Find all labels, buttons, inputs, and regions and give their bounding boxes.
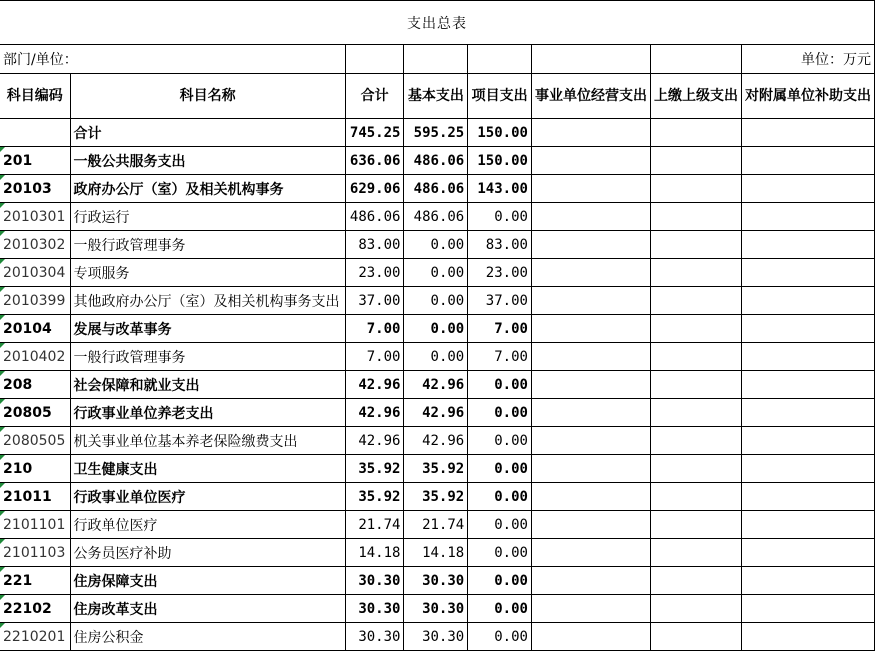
cell-subsidy[interactable] <box>741 623 874 651</box>
cell-total[interactable]: 42.96 <box>345 427 404 455</box>
cell-subsidy[interactable] <box>741 231 874 259</box>
cell-total[interactable]: 42.96 <box>345 371 404 399</box>
cell-total[interactable]: 42.96 <box>345 399 404 427</box>
cell-code[interactable]: 2101101 <box>0 511 70 539</box>
cell-name[interactable]: 专项服务 <box>70 259 345 287</box>
cell-basic[interactable]: 0.00 <box>404 315 468 343</box>
table-row <box>0 203 875 231</box>
cell-code[interactable]: 20104 <box>0 315 70 343</box>
cell-code[interactable]: 2210201 <box>0 623 70 651</box>
cell-remit[interactable] <box>650 343 741 371</box>
cell-basic[interactable]: 42.96 <box>404 371 468 399</box>
cell-name[interactable]: 行政事业单位养老支出 <box>70 399 345 427</box>
cell-project[interactable]: 0.00 <box>468 511 532 539</box>
cell-subsidy[interactable] <box>741 483 874 511</box>
cell-basic[interactable]: 14.18 <box>404 539 468 567</box>
cell-code[interactable]: 22102 <box>0 595 70 623</box>
cell-project[interactable]: 143.00 <box>468 175 532 203</box>
cell-name[interactable]: 卫生健康支出 <box>70 455 345 483</box>
cell-code[interactable]: 2080505 <box>0 427 70 455</box>
cell-remit[interactable] <box>650 203 741 231</box>
cell-total[interactable]: 35.92 <box>345 483 404 511</box>
cell-total[interactable]: 629.06 <box>345 175 404 203</box>
cell-name[interactable]: 发展与改革事务 <box>70 315 345 343</box>
table-row <box>0 455 875 483</box>
cell-name[interactable]: 政府办公厅（室）及相关机构事务 <box>70 175 345 203</box>
cell-business[interactable] <box>531 175 650 203</box>
cell-total[interactable]: 30.30 <box>345 567 404 595</box>
cell-project[interactable]: 0.00 <box>468 539 532 567</box>
cell-remit[interactable] <box>650 175 741 203</box>
table-row <box>0 315 875 343</box>
cell-name[interactable]: 一般公共服务支出 <box>70 147 345 175</box>
cell-remit[interactable] <box>650 539 741 567</box>
cell-remit[interactable] <box>650 231 741 259</box>
meta-empty-cell[interactable] <box>345 45 404 74</box>
cell-code[interactable]: 2010402 <box>0 343 70 371</box>
table-row <box>0 371 875 399</box>
header-subsidy[interactable]: 对附属单位补助支出 <box>741 74 874 119</box>
cell-name[interactable]: 机关事业单位基本养老保险缴费支出 <box>70 427 345 455</box>
cell-code[interactable]: 20805 <box>0 399 70 427</box>
cell-project[interactable]: 37.00 <box>468 287 532 315</box>
cell-business[interactable] <box>531 147 650 175</box>
cell-subsidy[interactable] <box>741 567 874 595</box>
cell-subsidy[interactable] <box>741 343 874 371</box>
cell-business[interactable] <box>531 455 650 483</box>
cell-project[interactable]: 0.00 <box>468 427 532 455</box>
cell-code[interactable]: 2010302 <box>0 231 70 259</box>
table-row <box>0 483 875 511</box>
cell-basic[interactable]: 35.92 <box>404 483 468 511</box>
cell-business[interactable] <box>531 483 650 511</box>
cell-project[interactable]: 0.00 <box>468 399 532 427</box>
cell-total[interactable]: 7.00 <box>345 343 404 371</box>
cell-project[interactable]: 83.00 <box>468 231 532 259</box>
cell-code[interactable]: 2010301 <box>0 203 70 231</box>
cell-subsidy[interactable] <box>741 399 874 427</box>
cell-project[interactable]: 7.00 <box>468 315 532 343</box>
cell-business[interactable] <box>531 427 650 455</box>
cell-remit[interactable] <box>650 399 741 427</box>
cell-subsidy[interactable] <box>741 259 874 287</box>
cell-subsidy[interactable] <box>741 511 874 539</box>
cell-business[interactable] <box>531 399 650 427</box>
cell-remit[interactable] <box>650 287 741 315</box>
cell-basic[interactable]: 35.92 <box>404 455 468 483</box>
cell-basic[interactable]: 21.74 <box>404 511 468 539</box>
cell-name[interactable]: 公务员医疗补助 <box>70 539 345 567</box>
cell-business[interactable] <box>531 315 650 343</box>
cell-name[interactable]: 一般行政管理事务 <box>70 343 345 371</box>
cell-code[interactable]: 21011 <box>0 483 70 511</box>
cell-subsidy[interactable] <box>741 427 874 455</box>
cell-name[interactable]: 社会保障和就业支出 <box>70 371 345 399</box>
cell-project[interactable]: 0.00 <box>468 483 532 511</box>
cell-subsidy[interactable] <box>741 175 874 203</box>
cell-subsidy[interactable] <box>741 203 874 231</box>
table-row <box>0 595 875 623</box>
cell-remit[interactable] <box>650 483 741 511</box>
header-name[interactable]: 科目名称 <box>70 74 345 119</box>
cell-total[interactable]: 37.00 <box>345 287 404 315</box>
cell-remit[interactable] <box>650 455 741 483</box>
cell-basic[interactable]: 486.06 <box>404 175 468 203</box>
cell-project[interactable]: 0.00 <box>468 455 532 483</box>
cell-code[interactable]: 208 <box>0 371 70 399</box>
cell-subsidy[interactable] <box>741 315 874 343</box>
cell-project[interactable]: 0.00 <box>468 203 532 231</box>
cell-name[interactable]: 住房公积金 <box>70 623 345 651</box>
header-remit[interactable]: 上缴上级支出 <box>650 74 741 119</box>
cell-code[interactable]: 2101103 <box>0 539 70 567</box>
cell-project[interactable]: 23.00 <box>468 259 532 287</box>
cell-total[interactable]: 14.18 <box>345 539 404 567</box>
header-project[interactable]: 项目支出 <box>468 74 532 119</box>
cell-project[interactable]: 0.00 <box>468 567 532 595</box>
cell-code[interactable]: 221 <box>0 567 70 595</box>
cell-subsidy[interactable] <box>741 539 874 567</box>
cell-subsidy[interactable] <box>741 287 874 315</box>
cell-total[interactable]: 23.00 <box>345 259 404 287</box>
cell-remit[interactable] <box>650 427 741 455</box>
cell-basic[interactable]: 30.30 <box>404 595 468 623</box>
cell-code[interactable]: 2010304 <box>0 259 70 287</box>
cell-business[interactable] <box>531 203 650 231</box>
meta-empty-cell[interactable] <box>468 45 532 74</box>
cell-business[interactable] <box>531 119 650 147</box>
meta-empty-cell[interactable] <box>650 45 741 74</box>
table-row <box>0 287 875 315</box>
table-row <box>0 147 875 175</box>
cell-basic[interactable]: 595.25 <box>404 119 468 147</box>
cell-project[interactable]: 0.00 <box>468 623 532 651</box>
cell-subsidy[interactable] <box>741 371 874 399</box>
cell-remit[interactable] <box>650 623 741 651</box>
cell-remit[interactable] <box>650 315 741 343</box>
cell-basic[interactable]: 0.00 <box>404 231 468 259</box>
table-row <box>0 119 875 147</box>
table-row <box>0 427 875 455</box>
table-row <box>0 231 875 259</box>
cell-business[interactable] <box>531 231 650 259</box>
cell-name[interactable]: 合计 <box>70 119 345 147</box>
cell-project[interactable]: 150.00 <box>468 147 532 175</box>
cell-business[interactable] <box>531 623 650 651</box>
cell-remit[interactable] <box>650 371 741 399</box>
table-row <box>0 567 875 595</box>
cell-subsidy[interactable] <box>741 119 874 147</box>
cell-total[interactable]: 35.92 <box>345 455 404 483</box>
cell-remit[interactable] <box>650 147 741 175</box>
cell-name[interactable]: 行政单位医疗 <box>70 511 345 539</box>
table-row <box>0 511 875 539</box>
cell-business[interactable] <box>531 371 650 399</box>
cell-basic[interactable]: 30.30 <box>404 567 468 595</box>
cell-subsidy[interactable] <box>741 595 874 623</box>
cell-code[interactable]: 201 <box>0 147 70 175</box>
cell-subsidy[interactable] <box>741 455 874 483</box>
cell-code[interactable] <box>0 119 70 147</box>
cell-basic[interactable]: 0.00 <box>404 287 468 315</box>
cell-business[interactable] <box>531 259 650 287</box>
cell-code[interactable]: 2010399 <box>0 287 70 315</box>
cell-name[interactable]: 一般行政管理事务 <box>70 231 345 259</box>
header-code[interactable]: 科目编码 <box>0 74 70 119</box>
table-row <box>0 539 875 567</box>
cell-basic[interactable]: 0.00 <box>404 259 468 287</box>
cell-total[interactable]: 21.74 <box>345 511 404 539</box>
cell-basic[interactable]: 30.30 <box>404 623 468 651</box>
meta-empty-cell[interactable] <box>404 45 468 74</box>
cell-business[interactable] <box>531 567 650 595</box>
cell-code[interactable]: 210 <box>0 455 70 483</box>
cell-business[interactable] <box>531 343 650 371</box>
table-row <box>0 399 875 427</box>
cell-total[interactable]: 636.06 <box>345 147 404 175</box>
cell-code[interactable]: 20103 <box>0 175 70 203</box>
meta-empty-cell[interactable] <box>531 45 650 74</box>
cell-basic[interactable]: 42.96 <box>404 399 468 427</box>
header-total[interactable]: 合计 <box>345 74 404 119</box>
cell-project[interactable]: 0.00 <box>468 595 532 623</box>
cell-subsidy[interactable] <box>741 147 874 175</box>
cell-basic[interactable]: 0.00 <box>404 343 468 371</box>
cell-business[interactable] <box>531 539 650 567</box>
cell-project[interactable]: 150.00 <box>468 119 532 147</box>
table-row <box>0 175 875 203</box>
cell-project[interactable]: 0.00 <box>468 371 532 399</box>
cell-total[interactable]: 486.06 <box>345 203 404 231</box>
header-business[interactable]: 事业单位经营支出 <box>531 74 650 119</box>
cell-total[interactable]: 83.00 <box>345 231 404 259</box>
cell-total[interactable]: 7.00 <box>345 315 404 343</box>
cell-name[interactable]: 其他政府办公厅（室）及相关机构事务支出 <box>70 287 345 315</box>
cell-remit[interactable] <box>650 595 741 623</box>
page-title: 支出总表 <box>0 1 875 45</box>
cell-total[interactable]: 30.30 <box>345 623 404 651</box>
cell-total[interactable]: 745.25 <box>345 119 404 147</box>
dept-label[interactable]: 部门/单位： <box>0 45 345 74</box>
cell-name[interactable]: 行政运行 <box>70 203 345 231</box>
cell-remit[interactable] <box>650 567 741 595</box>
cell-basic[interactable]: 486.06 <box>404 147 468 175</box>
cell-name[interactable]: 住房改革支出 <box>70 595 345 623</box>
cell-basic[interactable]: 486.06 <box>404 203 468 231</box>
table-row <box>0 343 875 371</box>
table-row <box>0 623 875 651</box>
table-row <box>0 259 875 287</box>
cell-business[interactable] <box>531 595 650 623</box>
header-basic[interactable]: 基本支出 <box>404 74 468 119</box>
cell-name[interactable]: 住房保障支出 <box>70 567 345 595</box>
cell-name[interactable]: 行政事业单位医疗 <box>70 483 345 511</box>
cell-basic[interactable]: 42.96 <box>404 427 468 455</box>
cell-remit[interactable] <box>650 511 741 539</box>
cell-total[interactable]: 30.30 <box>345 595 404 623</box>
cell-business[interactable] <box>531 287 650 315</box>
cell-remit[interactable] <box>650 259 741 287</box>
unit-label[interactable]: 单位：万元 <box>741 45 874 74</box>
cell-business[interactable] <box>531 511 650 539</box>
cell-project[interactable]: 7.00 <box>468 343 532 371</box>
cell-remit[interactable] <box>650 119 741 147</box>
